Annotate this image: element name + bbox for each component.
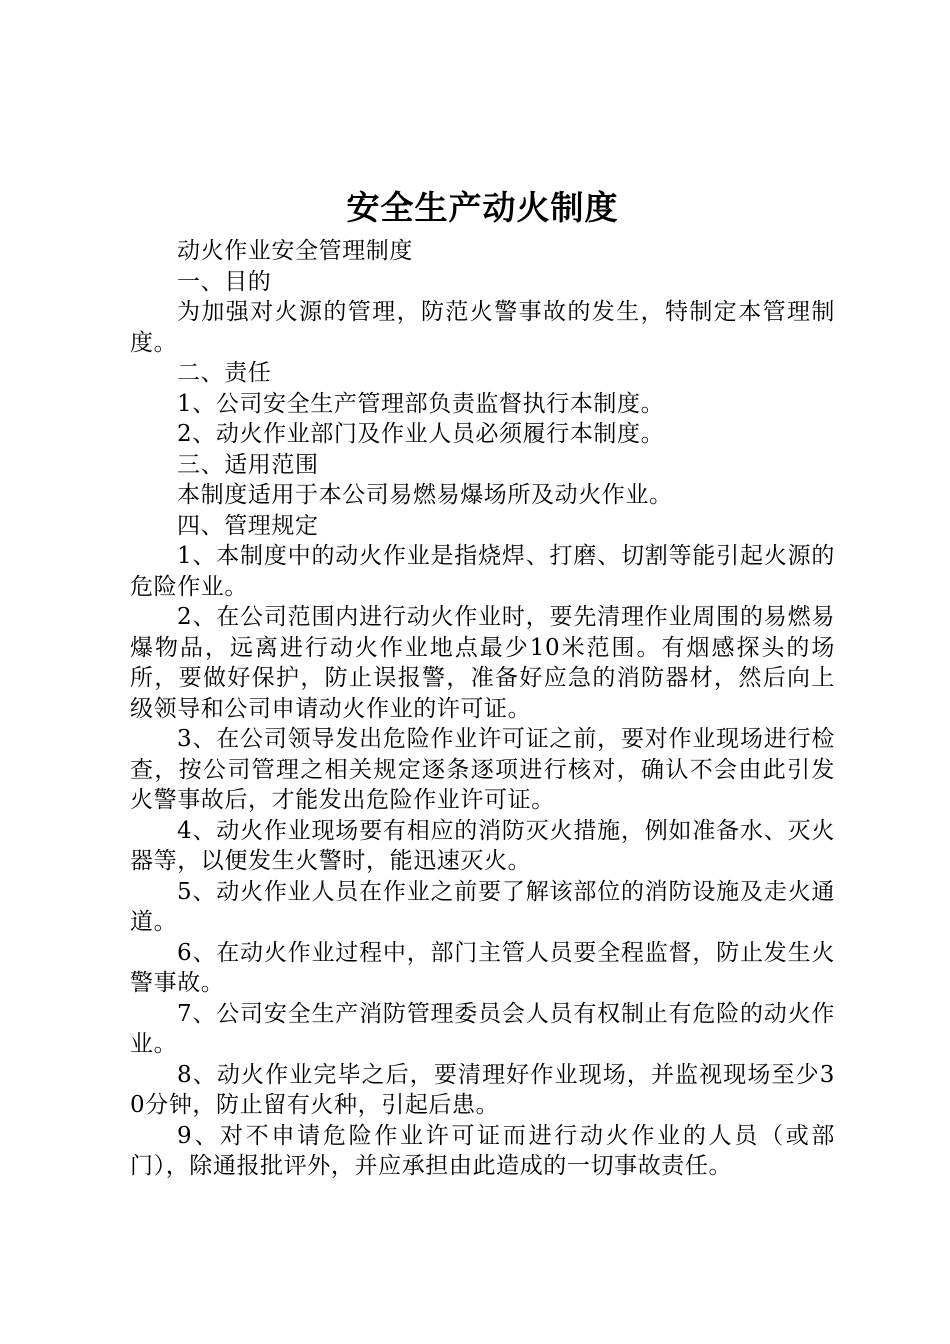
paragraph-rule-9: 9、对不申请危险作业许可证而进行动火作业的人员（或部门），除通报批评外，并应承担由此造成的一切事故责任。 (130, 1122, 835, 1179)
paragraph-rule-6: 6、在动火作业过程中，部门主管人员要全程监督，防止发生火警事故。 (130, 939, 835, 996)
paragraph-rule-8: 8、动火作业完毕之后，要清理好作业现场，并监视现场至少30分钟，防止留有火种，引起后患。 (130, 1061, 835, 1118)
paragraph-rule-4: 4、动火作业现场要有相应的消防灭火措施，例如准备水、灭火器等，以便发生火警时，能迅速灭火。 (130, 817, 835, 874)
section-heading-rules: 四、管理规定 (177, 512, 319, 539)
section-heading-purpose: 一、目的 (177, 268, 272, 295)
paragraph-responsibility-1: 1、公司安全生产管理部负责监督执行本制度。 (177, 390, 665, 417)
paragraph-purpose: 为加强对火源的管理，防范火警事故的发生，特制定本管理制度。 (130, 299, 835, 356)
paragraph-rule-1: 1、本制度中的动火作业是指烧焊、打磨、切割等能引起火源的危险作业。 (130, 543, 835, 600)
paragraph-rule-7: 7、公司安全生产消防管理委员会人员有权制止有危险的动火作业。 (130, 1000, 835, 1057)
paragraph-scope: 本制度适用于本公司易燃易爆场所及动火作业。 (177, 482, 673, 508)
paragraph-subtitle: 动火作业安全管理制度 (177, 238, 413, 264)
document-page (130, 186, 835, 1182)
section-heading-responsibility: 二、责任 (177, 360, 272, 386)
document-body (130, 236, 835, 1182)
section-heading-scope: 三、适用范围 (177, 451, 319, 478)
document-title: 安全生产动火制度 (346, 188, 619, 227)
paragraph-rule-3: 3、在公司领导发出危险作业许可证之前，要对作业现场进行检查，按公司管理之相关规定逐条逐项进行核对，确认不会由此引发火警事故后，才能发出危险作业许可证。 (130, 726, 835, 813)
paragraph-responsibility-2: 2、动火作业部门及作业人员必须履行本制度。 (177, 421, 665, 447)
paragraph-rule-5: 5、动火作业人员在作业之前要了解该部位的消防设施及走火通道。 (130, 878, 835, 935)
paragraph-rule-2: 2、在公司范围内进行动火作业时，要先清理作业周围的易燃易爆物品，远离进行动火作业地点最少10米范围。有烟感探头的场所，要做好保护，防止误报警，准备好应急的消防器材，然后向上级领导和公司申请动火作业的许可证。 (130, 604, 835, 722)
